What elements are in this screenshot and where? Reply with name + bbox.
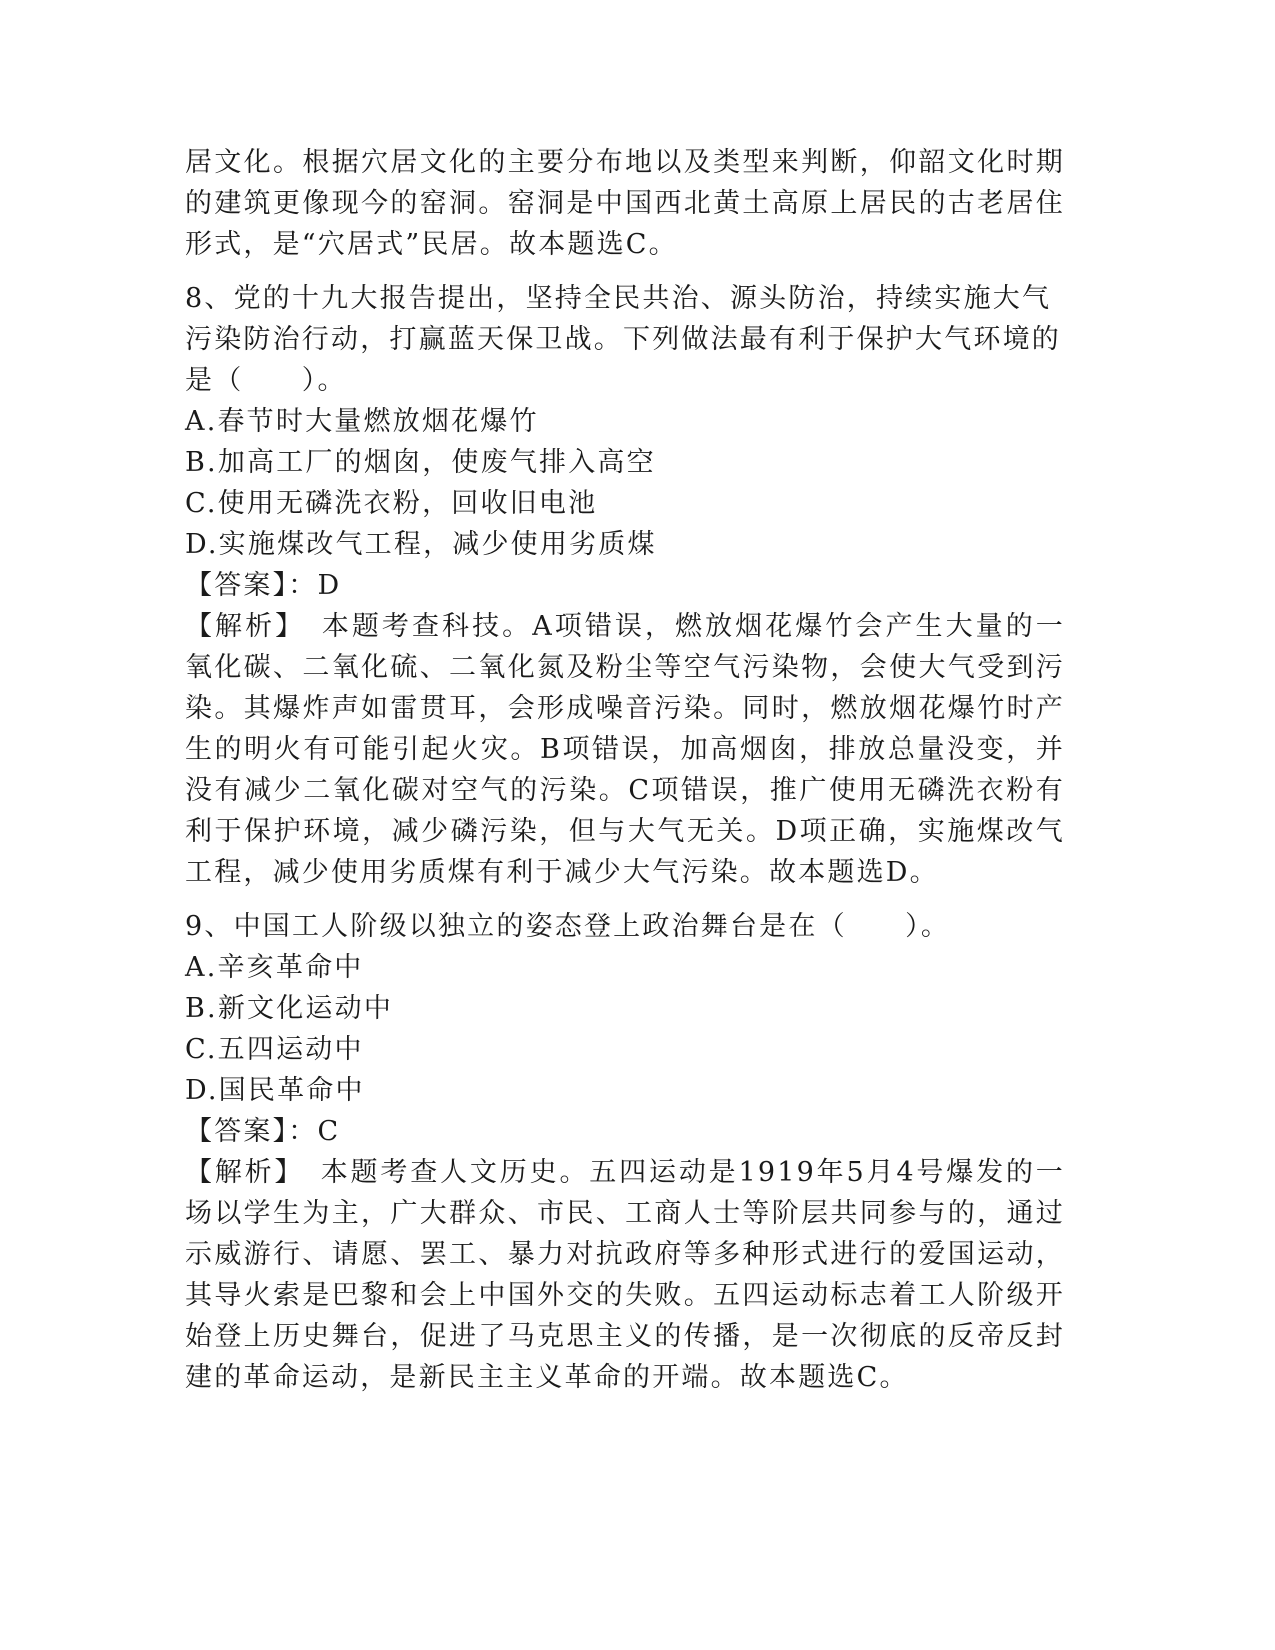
answer-line: 【答案】：D (185, 570, 342, 601)
analysis-label: 【解析】 (185, 1157, 291, 1188)
question-9 (185, 906, 1065, 1398)
spacer (185, 893, 1065, 906)
spacer (185, 265, 1065, 278)
option-a: A.辛亥革命中 (185, 952, 364, 983)
analysis-text: 本题考查人文历史。五四运动是1919年5月4号爆发的一场以学生为主，广大群众、市民、工商人士等阶层共同参与的，通过示威游行、请愿、罢工、暴力对抗政府等多种形式进行的爱国运动，其导火索是巴黎和会上中国外交的失败。五四运动标志着工人阶级开始登上历史舞台，促进了马克思主义的传播，是一次彻底的反帝反封建的革命运动，是新民主主义革命的开端。故本题选C。 (185, 1157, 1065, 1393)
analysis-paragraph (185, 1152, 1065, 1398)
option-b: B.加高工厂的烟囱，使废气排入高空 (185, 447, 656, 478)
analysis-label: 【解析】 (185, 611, 292, 642)
question-8 (185, 278, 1065, 893)
option-b: B.新文化运动中 (185, 993, 394, 1024)
question-stem: 8、党的十九大报告提出，坚持全民共治、源头防治，持续实施大气污染防治行动，打赢蓝天保卫战。下列做法最有利于保护大气环境的是（ ）。 (185, 283, 1061, 396)
option-d: D.国民革命中 (185, 1075, 365, 1106)
intro-paragraph: 居文化。根据穴居文化的主要分布地以及类型来判断，仰韶文化时期的建筑更像现今的窑洞。窑洞是中国西北黄土高原上居民的古老居住形式，是“穴居式”民居。故本题选C。 (185, 147, 1065, 260)
analysis-text: 本题考查科技。A项错误，燃放烟花爆竹会产生大量的一氧化碳、二氧化硫、二氧化氮及粉尘等空气污染物，会使大气受到污染。其爆炸声如雷贯耳，会形成噪音污染。同时，燃放烟花爆竹时产生的明火有可能引起火灾。B项错误，加高烟囱，排放总量没变，并没有减少二氧化碳对空气的污染。C项错误，推广使用无磷洗衣粉有利于保护环境，减少磷污染，但与大气无关。D项正确，实施煤改气工程，减少使用劣质煤有利于减少大气污染。故本题选D。 (185, 611, 1065, 888)
analysis-paragraph (185, 606, 1065, 893)
document-content (185, 142, 1065, 1398)
question-stem: 9、中国工人阶级以独立的姿态登上政治舞台是在（ ）。 (185, 911, 951, 942)
option-a: A.春节时大量燃放烟花爆竹 (185, 406, 539, 437)
option-d: D.实施煤改气工程，减少使用劣质煤 (185, 529, 657, 560)
answer-line: 【答案】：C (185, 1116, 341, 1147)
option-c: C.五四运动中 (185, 1034, 364, 1065)
option-c: C.使用无磷洗衣粉，回收旧电池 (185, 488, 598, 519)
